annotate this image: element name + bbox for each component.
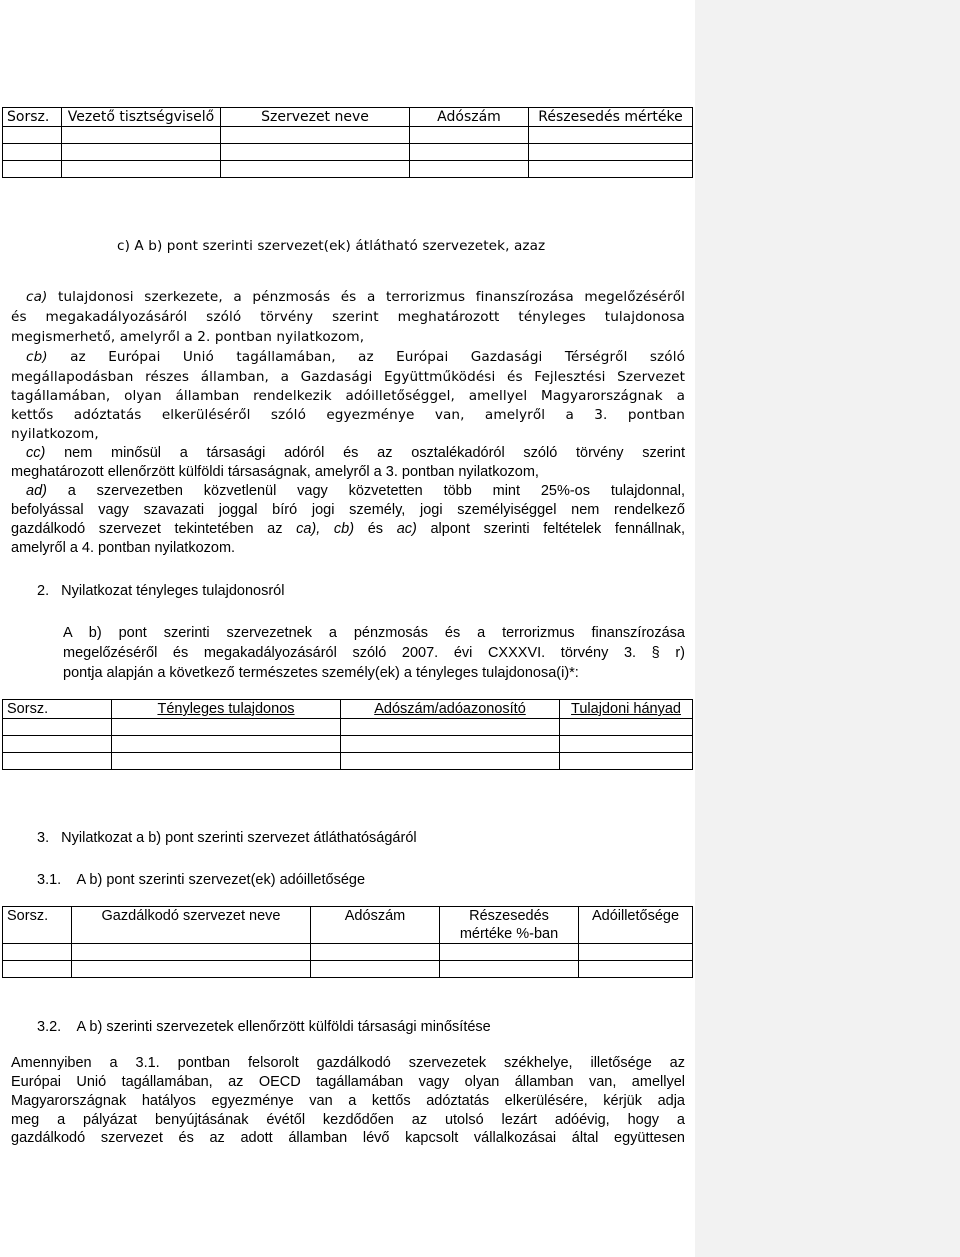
ad-line-4: amelyről a 4. pontban nyilatkozom.	[11, 540, 236, 556]
owners-table	[2, 699, 693, 770]
header-cell: Sorsz.	[3, 907, 72, 944]
text-span: a szervezetben közvetlenül vagy közvetetten több mint 25%-os tulajdonnal,	[46, 483, 685, 499]
text-span: Tényleges tulajdonos	[157, 701, 295, 717]
text-span: tulajdonosi szerkezete, a pénzmosás és a terrorizmus finanszírozása megelőzéséről	[47, 289, 685, 305]
header-cell	[341, 700, 560, 719]
cc-line-1	[11, 444, 685, 464]
ad-line-3	[11, 520, 685, 540]
table-row	[3, 161, 693, 178]
ad-line-1	[11, 482, 685, 502]
table-row	[3, 127, 693, 144]
section-2-para-1: A b) pont szerinti szervezetnek a pénzmosás és a terrorizmus finanszírozása	[63, 625, 685, 641]
tax-residency-table	[2, 906, 693, 978]
text-span: Adószám/adóazonosító	[374, 701, 526, 717]
header-cell	[560, 700, 693, 719]
section-2-para-3: pontja alapján a következő természetes személy(ek) a tényleges tulajdonosa(i)*:	[63, 665, 579, 681]
section-2-para-2: megelőzéséről és megakadályozásáról szóló 2007. évi CXXXVI. törvény 3. § r)	[63, 645, 685, 661]
header-cell	[112, 700, 341, 719]
ca-label: ca)	[26, 289, 48, 305]
section-3-2-para-3: Magyarországnak hatályos egyezménye van a kettős adóztatás elkerülésére, kérjük adja	[11, 1093, 685, 1109]
cb-line-3: tagállamában, olyan államban rendelkezik adóilletőséggel, amellyel Magyarországnak a	[11, 388, 685, 404]
text-span: Tulajdoni hányad	[571, 701, 681, 717]
cb-line-4: kettős adóztatás elkerüléséről szóló egyezménye van, amelyről a 3. pontban	[11, 407, 685, 423]
table-header-row	[3, 700, 693, 719]
table-row	[3, 753, 693, 770]
section-c-heading: c) A b) pont szerinti szervezet(ek) átlátható szervezetek, azaz	[117, 238, 546, 254]
header-cell: Adószám	[311, 907, 440, 944]
section-3-heading: 3. Nyilatkozat a b) pont szerinti szervezet átláthatóságáról	[37, 830, 417, 846]
header-cell: Sorsz.	[3, 108, 62, 127]
cb-line-2: megállapodásban részes államban, a Gazdasági Együttműködési és Fejlesztési Szervezet	[11, 369, 685, 385]
text-span: és	[354, 521, 397, 537]
table-header-row	[3, 907, 693, 944]
table-row	[3, 144, 693, 161]
cb-line-5: nyilatkozom,	[11, 426, 99, 442]
text-span: az Európai Unió tagállamában, az Európai Gazdasági Térségről szóló	[47, 349, 685, 365]
table-row	[3, 961, 693, 978]
text-span: alpont szerinti feltételek fennállnak,	[416, 521, 686, 537]
header-cell: Részesedés mértéke %-ban	[440, 907, 579, 944]
header-cell: Vezető tisztségviselő	[62, 108, 221, 127]
text-span: gazdálkodó szervezet tekintetében az	[11, 521, 297, 537]
header-cell: Gazdálkodó szervezet neve	[72, 907, 311, 944]
section-2-heading: 2. Nyilatkozat tényleges tulajdonosról	[37, 583, 285, 599]
table-row	[3, 719, 693, 736]
table-row	[3, 944, 693, 961]
section-3-1-heading: 3.1. A b) pont szerinti szervezet(ek) adóilletősége	[37, 872, 366, 888]
cb-line-1	[11, 348, 685, 368]
header-cell: Részesedés mértéke	[529, 108, 693, 127]
text-span: ca), cb)	[296, 521, 355, 537]
cc-line-2: meghatározott ellenőrzött külföldi társaságnak, amelyről a 3. pontban nyilatkozom,	[11, 464, 539, 480]
table-row	[3, 736, 693, 753]
ad-label: ad)	[26, 483, 47, 499]
ad-line-2: befolyással vagy szavazati joggal bíró jogi személy, jogi személyiséggel nem rendelkező	[11, 502, 685, 518]
section-3-2-para-2: Európai Unió tagállamában, az OECD tagállamában vagy olyan államban van, amellyel	[11, 1074, 685, 1090]
section-3-2-para-5: gazdálkodó szervezet és az adott államban lévő kapcsolt vállalkozásai által együttesen	[11, 1130, 685, 1146]
section-3-2-heading: 3.2. A b) szerinti szervezetek ellenőrzött külföldi társasági minősítése	[37, 1019, 491, 1035]
header-cell: Adóilletősége	[579, 907, 693, 944]
ca-line-3: megismerhető, amelyről a 2. pontban nyilatkozom,	[11, 329, 365, 345]
section-3-2-para-1: Amennyiben a 3.1. pontban felsorolt gazdálkodó szervezetek székhelye, illetősége az	[11, 1055, 685, 1071]
cc-label: cc)	[26, 445, 46, 461]
text-span: nem minősül a társasági adóról és az osztalékadóról szóló törvény szerint	[45, 445, 685, 461]
cb-label: cb)	[26, 349, 48, 365]
header-cell: Adószám	[410, 108, 529, 127]
section-3-2-para-4: meg a pályázat benyújtásának évétől kezdődően az utolsó lezárt adóévig, hogy a	[11, 1112, 685, 1128]
ca-line-2: és megakadályozásáról szóló törvény szerint meghatározott tényleges tulajdonosa	[11, 309, 685, 325]
header-cell: Szervezet neve	[221, 108, 410, 127]
text-span: ac)	[396, 521, 417, 537]
leaders-table	[2, 107, 693, 178]
comment-sidebar	[695, 0, 960, 1257]
ca-line-1	[11, 288, 685, 308]
header-cell: Sorsz.	[3, 700, 112, 719]
table-header-row	[3, 108, 693, 127]
